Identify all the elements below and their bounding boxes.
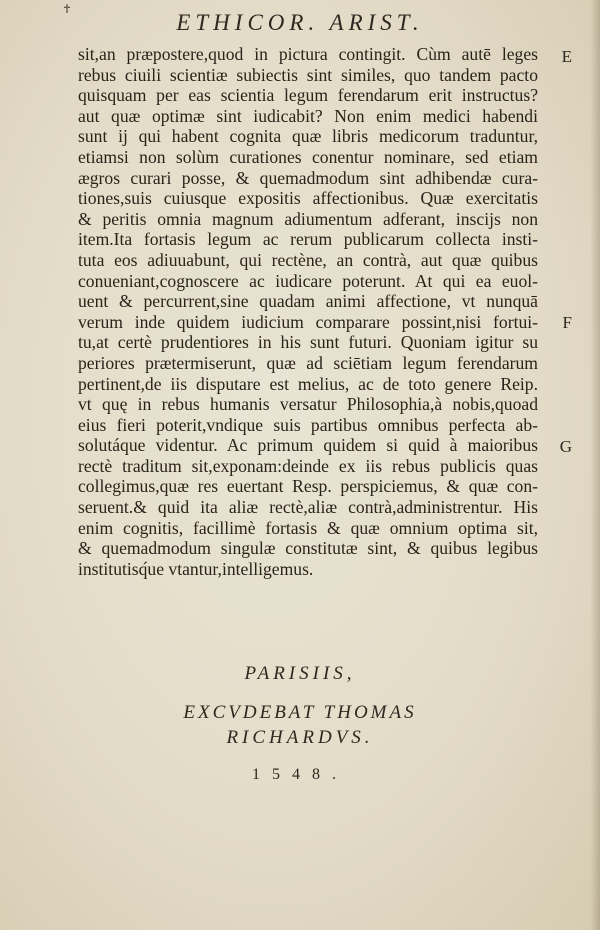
text-line: etiamsi non solùm curationes conentur nominare, sed etiam <box>78 146 538 167</box>
text-line: vt quę in rebus humanis versatur Philosophia,à nobis,quoad <box>78 394 538 415</box>
text-line: item.Ita fortasis legum ac rerum publicarum collecta insti- <box>78 229 538 250</box>
text-line: rebus ciuili scientiæ subiectis sint similes, quo tandem pacto <box>78 64 538 85</box>
text-line: rectè traditum sit,exponam:deinde ex iis rebus publicis quas <box>78 455 538 476</box>
text-line: collegimus,quæ res euertant Resp. perspiciemus, & quæ con- <box>78 476 538 497</box>
colophon-printer-line: EXCVDEBAT THOMAS <box>183 702 417 723</box>
signature-mark-e: E <box>561 47 572 66</box>
text-line: verum inde quidem iudicium comparare possint,nisi fortui- <box>78 311 538 332</box>
colophon-year: 1548. <box>252 766 348 783</box>
signature-mark-f: F <box>562 313 572 332</box>
text-line: & quemadmodum singulæ constitutæ sint, & quibus legibus <box>78 538 538 559</box>
text-line: enim cognitis, facillimè fortasis & quæ omnium optima sit, <box>78 517 538 538</box>
colophon-place: PARISIIS, <box>244 663 356 684</box>
colophon-printer-name: RICHARDVS. <box>226 727 374 748</box>
running-head: ETHICOR. ARIST. <box>176 10 424 35</box>
text-line: periores prætermiserunt, quæ ad sciētiam legum ferendarum <box>78 352 538 373</box>
text-line: quisquam per eas scientia legum ferendarum erit instructus? <box>78 85 538 106</box>
text-line: tiones,suis cuiusque expositis affectionibus. Quæ exercitatis <box>78 188 538 209</box>
signature-mark-g: G <box>559 437 572 456</box>
text-line: conueniant,cognoscere ac iudicare poterunt. At qui ea euol- <box>78 270 538 291</box>
corner-ornament: ✝ <box>62 2 73 16</box>
text-line: eius fieri poterit,vndique suis partibus omnibus perfecta ab- <box>78 414 538 435</box>
text-line: aut quæ optimæ sint iudicabit? Non enim medici habendi <box>78 105 538 126</box>
text-line: pertinent,de iis disputare est melius, ac de toto genere Reip. <box>78 373 538 394</box>
text-line: sunt ij qui habent cognita quæ libris medicorum traduntur, <box>78 126 538 147</box>
text-line: institutisq́ue vtantur,intelligemus. <box>78 558 314 579</box>
text-line: & peritis omnia magnum adiumentum adferant, inscijs non <box>78 208 538 229</box>
text-line: sit,an præpostere,quod in pictura contingit. Cùm autē leges <box>78 44 538 64</box>
text-line: tuta eos adiuuabunt, qui rectène, an contrà, aut quæ quibus <box>78 249 538 270</box>
text-line: tu,at certè prudentiores in his sunt futuri. Quoniam igitur su <box>78 332 538 353</box>
text-line: ægros curari posse, & quemadmodum sint adhibendæ cura- <box>78 167 538 188</box>
text-line: seruent.& quid ita aliæ rectè,aliæ contrà,administrentur. His <box>78 497 538 518</box>
text-line: solutáque videntur. Ac primum quidem si quid à maioribus <box>78 435 538 456</box>
body-text <box>78 44 538 579</box>
page-edge-shadow <box>590 0 600 930</box>
text-line: uent & percurrent,sine quadam animi affectione, vt nunquā <box>78 291 538 312</box>
